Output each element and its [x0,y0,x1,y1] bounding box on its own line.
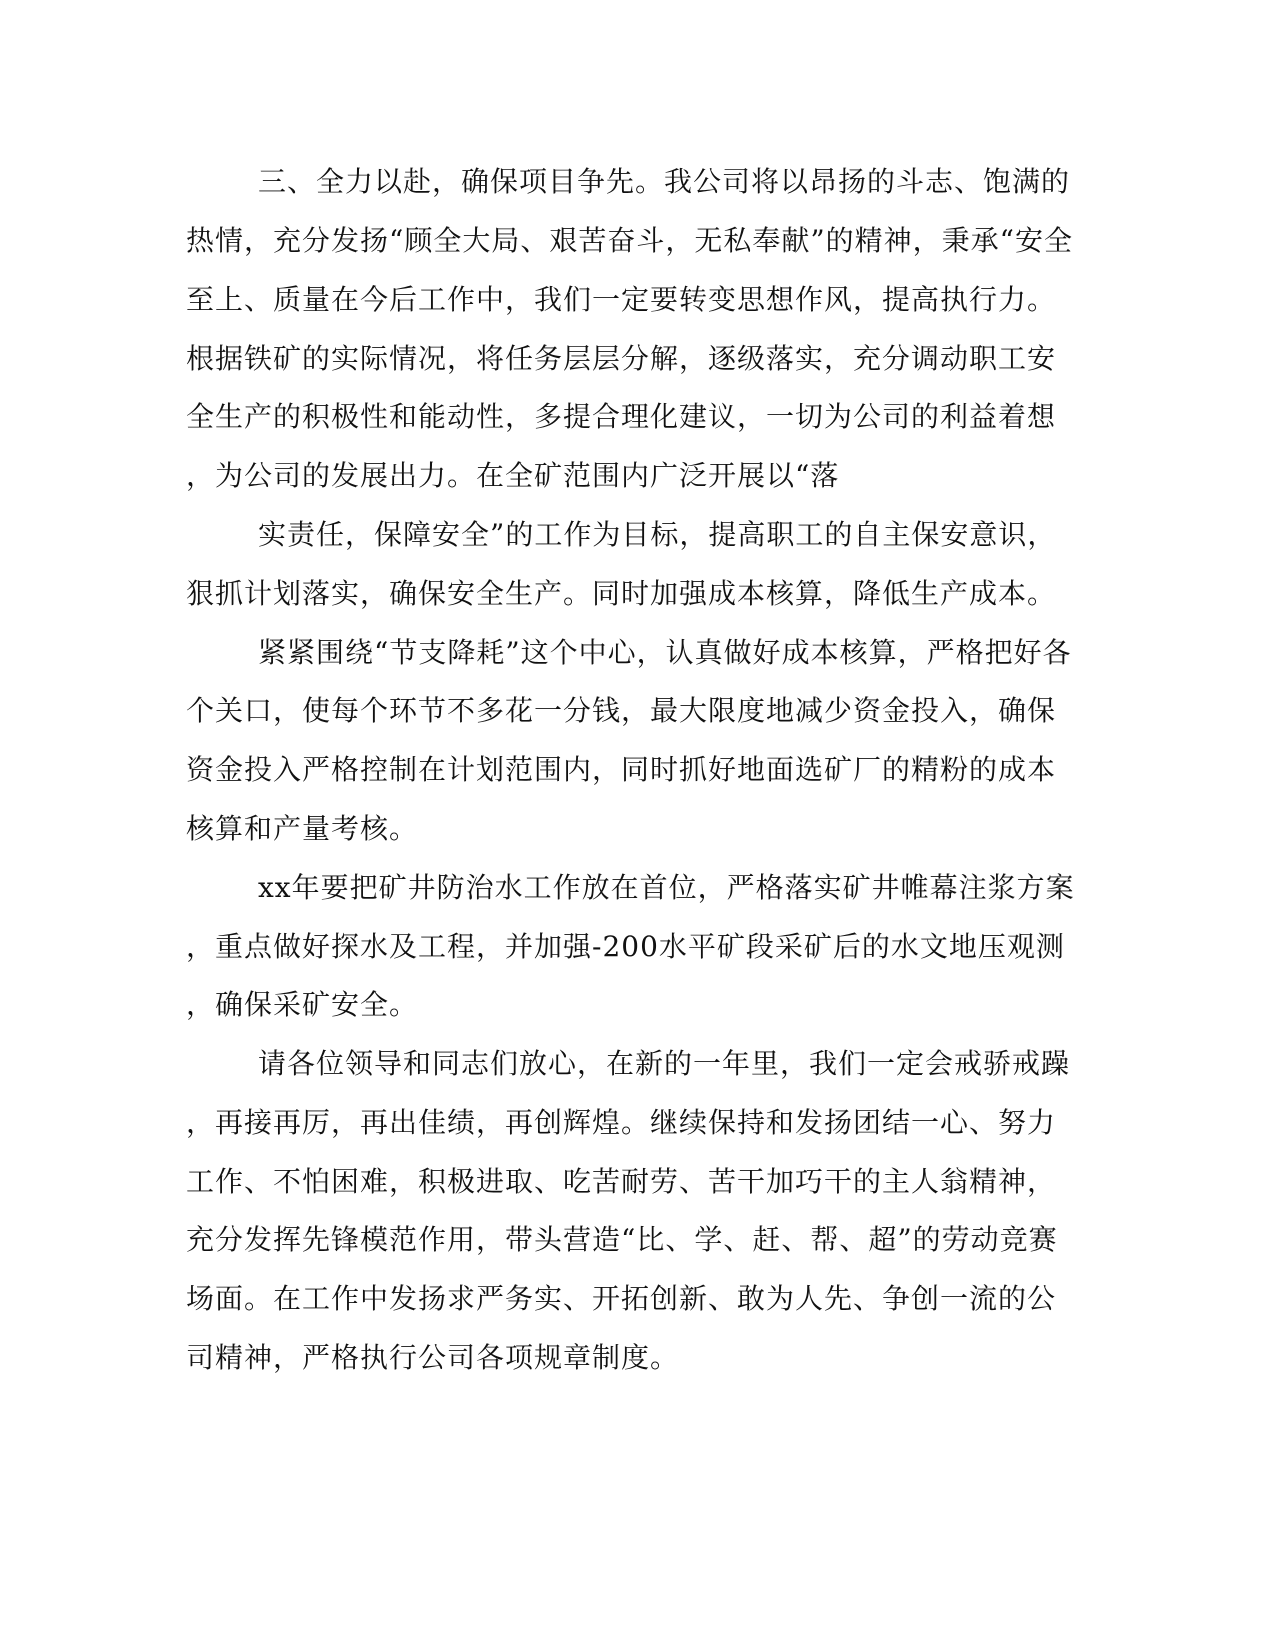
text-line: 充分发挥先锋模范作用，带头营造“比、学、赶、帮、超”的劳动竞赛 [186,1223,1058,1256]
text-line: 热情，充分发扬“顾全大局、艰苦奋斗，无私奉献”的精神，秉承“安全 [186,224,1073,257]
text-line: 根据铁矿的实际情况，将任务层层分解，逐级落实，充分调动职工安 [186,342,1057,375]
text-line: 三、全力以赴，确保项目争先。我公司将以昂扬的斗志、饱满的 [258,165,1071,198]
text-line: 狠抓计划落实，确保安全生产。同时加强成本核算，降低生产成本。 [186,577,1057,610]
text-line: 核算和产量考核。 [186,812,419,845]
text-line: 至上、质量在今后工作中，我们一定要转变思想作风，提高执行力。 [186,283,1057,316]
text-line: 工作、不怕困难，积极进取、吃苦耐劳、苦干加巧干的主人翁精神， [186,1165,1057,1198]
text-line: 紧紧围绕“节支降耗”这个中心，认真做好成本核算，严格把好各 [258,636,1072,669]
text-line: ，重点做好探水及工程，并加强-200水平矿段采矿后的水文地压观测 [186,930,1065,963]
text-line: ，为公司的发展出力。在全矿范围内广泛开展以“落 [186,459,840,492]
text-line: 资金投入严格控制在计划范围内，同时抓好地面选矿厂的精粉的成本 [186,753,1057,786]
text-line: 司精神，严格执行公司各项规章制度。 [186,1341,680,1374]
text-line: 个关口，使每个环节不多花一分钱，最大限度地减少资金投入，确保 [186,694,1057,727]
text-line: 场面。在工作中发扬求严务实、开拓创新、敢为人先、争创一流的公 [186,1282,1057,1315]
text-line: 请各位领导和同志们放心，在新的一年里，我们一定会戒骄戒躁 [258,1047,1071,1080]
text-line: 实责任，保障安全”的工作为目标，提高职工的自主保安意识， [258,518,1057,551]
text-line: ，确保采矿安全。 [186,988,419,1021]
text-line: 全生产的积极性和能动性，多提合理化建议，一切为公司的利益着想 [186,400,1057,433]
text-line: xx年要把矿井防治水工作放在首位，严格落实矿井帷幕注浆方案 [258,871,1075,904]
text-line: ，再接再厉，再出佳绩，再创辉煌。继续保持和发扬团结一心、努力 [186,1106,1057,1139]
